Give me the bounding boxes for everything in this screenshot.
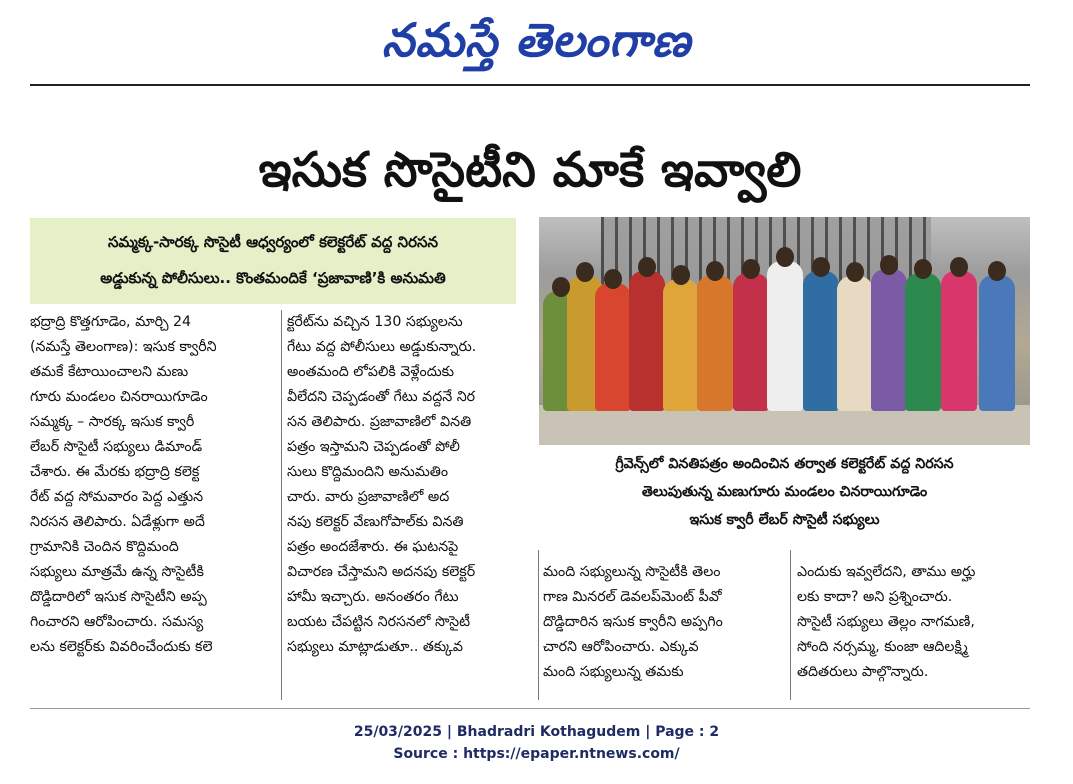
masthead xyxy=(0,4,1073,76)
text-line: గించారని ఆరోపించారు. సమస్య xyxy=(30,614,204,630)
column-divider xyxy=(538,550,539,700)
text-line: సభ్యులు మాత్రమే ఉన్న సొసైటీకి xyxy=(30,564,204,580)
text-line: గాణ మినరల్ డెవలప్‌మెంట్ పీవో xyxy=(543,589,722,605)
person-figure xyxy=(629,271,665,411)
text-line: చారని ఆరోపించారు. ఎక్కువ xyxy=(543,639,699,655)
text-line: బయట చేపట్టిన నిరసనలో సొసైటీ xyxy=(287,614,471,630)
ground-graphic xyxy=(539,405,1030,445)
subheadline-line: సమ్మక్క-సారక్క సొసైటీ ఆధ్వర్యంలో కలెక్టరేట్ వద్ద నిరసన xyxy=(107,233,439,251)
text-line: (నమస్తే తెలంగాణ): ఇసుక క్వారీని xyxy=(30,339,217,355)
person-head xyxy=(742,259,760,279)
article-column-1 xyxy=(30,310,275,660)
person-head xyxy=(576,262,594,282)
text-line: తమకే కేటాయించాలని మణు xyxy=(30,364,189,380)
text-line: చారు. వారు ప్రజావాణిలో అద xyxy=(287,489,450,505)
text-line: సమ్మక్క – సారక్క ఇసుక క్వారీ xyxy=(30,414,195,430)
photo-caption xyxy=(539,450,1030,546)
person-head xyxy=(950,257,968,277)
person-head xyxy=(914,259,932,279)
person-head xyxy=(812,257,830,277)
text-line: సన తెలిపారు. ప్రజావాణిలో వినతి xyxy=(287,414,472,430)
footer-source-link[interactable]: Source : https://epaper.ntnews.com/ xyxy=(393,746,680,762)
footer-rule xyxy=(30,708,1030,709)
text-line: లను కలెక్టర్‌కు వివరించేందుకు కలె xyxy=(30,639,213,655)
text-line: పత్రం అందజేశారు. ఈ ఘటనపై xyxy=(287,539,459,555)
person-head xyxy=(672,265,690,285)
caption-line: తెలుపుతున్న మణుగూరు మండలం చినరాయిగూడెం xyxy=(641,484,928,500)
person-figure xyxy=(941,271,977,411)
article-column-4 xyxy=(797,560,1037,685)
text-line: విచారణ చేస్తామని అదనపు కలెక్టర్ xyxy=(287,564,476,580)
subheadline-box xyxy=(30,218,516,304)
text-line: తదితరులు పాల్గొన్నారు. xyxy=(797,664,929,680)
person-head xyxy=(988,261,1006,281)
text-line: సొసైటీ సభ్యులు తెల్లం నాగమణి, xyxy=(797,614,975,630)
text-line: గ్రామానికి చెందిన కొద్దిమంది xyxy=(30,539,179,555)
person-figure xyxy=(733,273,769,411)
text-line: ఎందుకు ఇవ్వలేదని, తాము అర్హు xyxy=(797,564,976,580)
person-head xyxy=(638,257,656,277)
protest-photo xyxy=(539,217,1030,445)
article-column-2 xyxy=(287,310,532,660)
column-divider xyxy=(281,310,282,700)
text-line: సులు కొద్దిమందిని అనుమతిం xyxy=(287,464,449,480)
person-figure xyxy=(803,271,839,411)
text-line: గూరు మండలం చినరాయిగూడెం xyxy=(30,389,208,405)
headline: ఇసుక సొసైటీని మాకే ఇవ్వాలి xyxy=(258,142,802,198)
caption-line: గ్రీవెన్స్‌లో వినతిపత్రం అందించిన తర్వాత కలెక్టరేట్ వద్ద నిరసన xyxy=(615,456,954,472)
masthead-rule xyxy=(30,84,1030,86)
text-line: దొడ్డిదారిన ఇసుక క్వారీని అప్పగిం xyxy=(543,614,723,630)
text-line: లేబర్ సొసైటీ సభ్యులు డిమాండ్ xyxy=(30,439,203,455)
person-figure xyxy=(871,269,907,411)
text-line: హామీ ఇచ్చారు. అనంతరం గేటు xyxy=(287,589,459,605)
text-line: రేట్ వద్ద సోమవారం పెద్ద ఎత్తున xyxy=(30,489,204,505)
text-line: అంతమంది లోపలికి వెళ్లేందుకు xyxy=(287,364,454,380)
person-head xyxy=(604,269,622,289)
text-line: పత్రం ఇస్తామని చెప్పడంతో పోలీ xyxy=(287,439,460,455)
text-line: మంది సభ్యులున్న తమకు xyxy=(543,664,684,680)
masthead-logo: నమస్తే తెలంగాణ xyxy=(381,13,692,67)
text-line: భద్రాద్రి కొత్తగూడెం, మార్చి 24 xyxy=(30,314,192,330)
text-line: చేశారు. ఈ మేరకు భద్రాద్రి కలెక్ట xyxy=(30,464,200,480)
article-column-3 xyxy=(543,560,783,685)
text-line: మంది సభ్యులున్న సొసైటీకి తెలం xyxy=(543,564,721,580)
text-line: సభ్యులు మాట్లాడుతూ.. తక్కువ xyxy=(287,639,463,655)
person-head xyxy=(706,261,724,281)
text-line: నిరసన తెలిపారు. ఏడేళ్లుగా అదే xyxy=(30,514,205,530)
person-head xyxy=(552,277,570,297)
person-head xyxy=(880,255,898,275)
caption-line: ఇసుక క్వారీ లేబర్ సొసైటీ సభ్యులు xyxy=(689,512,880,528)
person-head xyxy=(776,247,794,267)
person-figure xyxy=(837,276,873,411)
person-figure xyxy=(595,283,631,411)
text-line: నపు కలెక్టర్ వేణుగోపాల్‌కు వినతి xyxy=(287,514,464,530)
text-line: క్టరేట్‌ను వచ్చిన 130 సభ్యులను xyxy=(287,314,463,330)
person-figure xyxy=(905,273,941,411)
text-line: సోంది నర్సమ్మ, కుంజా ఆదిలక్ష్మి xyxy=(797,639,968,655)
column-divider xyxy=(790,550,791,700)
text-line: వీలేదని చెప్పడంతో గేటు వద్దనే నిర xyxy=(287,389,476,405)
person-figure xyxy=(697,275,733,411)
person-figure xyxy=(767,261,803,411)
subheadline-line: అడ్డుకున్న పోలీసులు.. కొంతమందికే ‘ప్రజావాణి’కి అనుమతి xyxy=(100,269,446,287)
person-figure xyxy=(979,275,1015,411)
text-line: లకు కాదా? అని ప్రశ్నించారు. xyxy=(797,589,953,605)
text-line: గేటు వద్ద పోలీసులు అడ్డుకున్నారు. xyxy=(287,339,477,355)
person-head xyxy=(846,262,864,282)
footer-date-edition: 25/03/2025 | Bhadradri Kothagudem | Page : 2 xyxy=(353,724,720,740)
person-figure xyxy=(663,279,699,411)
text-line: దొడ్డిదారిలో ఇసుక సొసైటీని అప్ప xyxy=(30,589,207,605)
